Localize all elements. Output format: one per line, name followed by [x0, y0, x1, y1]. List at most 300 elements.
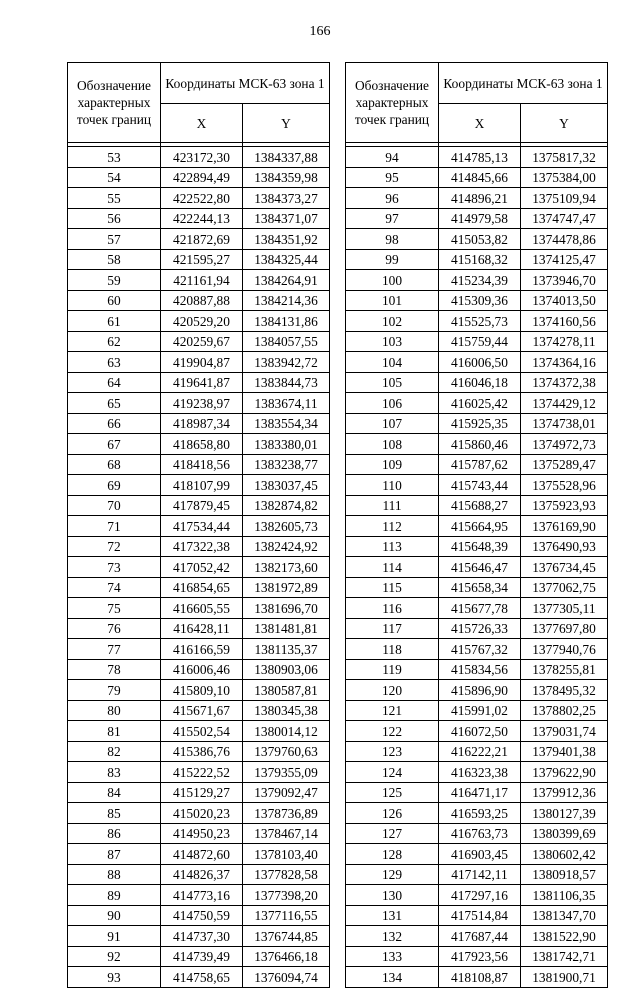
table-row: [68, 167, 330, 188]
x-coordinate-cell: 415386,76: [161, 741, 243, 762]
y-coordinate-cell: 1374738,01: [521, 413, 608, 434]
y-coordinate-cell: 1376169,90: [521, 516, 608, 537]
table-row: [68, 536, 330, 557]
table-row: [346, 782, 608, 803]
point-id-cell: 119: [346, 659, 439, 680]
x-coordinate-cell: 415726,33: [439, 618, 521, 639]
table-row: [68, 290, 330, 311]
x-coordinate-cell: 415688,27: [439, 495, 521, 516]
point-id-cell: 124: [346, 762, 439, 783]
point-id-cell: 102: [346, 311, 439, 332]
x-coordinate-cell: 416323,38: [439, 762, 521, 783]
x-coordinate-cell: 416166,59: [161, 639, 243, 660]
x-coordinate-cell: 415658,34: [439, 577, 521, 598]
table-row: [346, 598, 608, 619]
table-row: [68, 639, 330, 660]
table-row: [68, 393, 330, 414]
table-row: [346, 372, 608, 393]
point-id-cell: 128: [346, 844, 439, 865]
table-row: [346, 270, 608, 291]
table-row: [68, 762, 330, 783]
point-id-cell: 62: [68, 331, 161, 352]
x-coordinate-cell: 414750,59: [161, 905, 243, 926]
point-id-cell: 107: [346, 413, 439, 434]
y-coordinate-cell: 1379092,47: [243, 782, 330, 803]
point-id-cell: 75: [68, 598, 161, 619]
point-id-cell: 117: [346, 618, 439, 639]
table-row: [68, 926, 330, 947]
table-row: [68, 946, 330, 967]
coords-header: Координаты МСК-63 зона 1: [161, 63, 330, 104]
y-coordinate-cell: 1379031,74: [521, 721, 608, 742]
y-coordinate-cell: 1383037,45: [243, 475, 330, 496]
x-coordinate-cell: 415234,39: [439, 270, 521, 291]
table-row: [68, 413, 330, 434]
point-id-cell: 67: [68, 434, 161, 455]
point-id-cell: 80: [68, 700, 161, 721]
point-id-cell: 96: [346, 188, 439, 209]
point-id-cell: 70: [68, 495, 161, 516]
x-coordinate-cell: 418658,80: [161, 434, 243, 455]
table-row: [68, 823, 330, 844]
table-row: [346, 680, 608, 701]
table-row: [346, 946, 608, 967]
point-id-cell: 122: [346, 721, 439, 742]
x-coordinate-cell: 421595,27: [161, 249, 243, 270]
y-coordinate-cell: 1382605,73: [243, 516, 330, 537]
coordinates-table-left: [67, 62, 330, 988]
point-id-cell: 53: [68, 147, 161, 168]
point-id-cell: 114: [346, 557, 439, 578]
point-id-cell: 93: [68, 967, 161, 988]
point-id-cell: 89: [68, 885, 161, 906]
table-row: [346, 475, 608, 496]
y-coordinate-cell: 1384371,07: [243, 208, 330, 229]
table-row: [346, 639, 608, 660]
y-coordinate-cell: 1383942,72: [243, 352, 330, 373]
x-coordinate-cell: 417687,44: [439, 926, 521, 947]
table-row: [346, 516, 608, 537]
table-row: [68, 577, 330, 598]
y-coordinate-cell: 1384337,88: [243, 147, 330, 168]
y-coordinate-cell: 1381522,90: [521, 926, 608, 947]
y-coordinate-cell: 1373946,70: [521, 270, 608, 291]
x-coordinate-cell: 414872,60: [161, 844, 243, 865]
x-coordinate-cell: 416046,18: [439, 372, 521, 393]
x-coordinate-cell: 417879,45: [161, 495, 243, 516]
table-row: [68, 680, 330, 701]
x-coordinate-cell: 416605,55: [161, 598, 243, 619]
point-id-cell: 97: [346, 208, 439, 229]
table-row: [68, 331, 330, 352]
y-coordinate-cell: 1378495,32: [521, 680, 608, 701]
y-column-header: Y: [521, 104, 608, 143]
y-coordinate-cell: 1374747,47: [521, 208, 608, 229]
y-column-header: Y: [243, 104, 330, 143]
y-coordinate-cell: 1380602,42: [521, 844, 608, 865]
point-id-cell: 92: [68, 946, 161, 967]
x-coordinate-cell: 415502,54: [161, 721, 243, 742]
point-id-cell: 100: [346, 270, 439, 291]
x-coordinate-cell: 415834,56: [439, 659, 521, 680]
point-id-cell: 108: [346, 434, 439, 455]
point-id-cell: 64: [68, 372, 161, 393]
point-id-cell: 95: [346, 167, 439, 188]
y-coordinate-cell: 1375528,96: [521, 475, 608, 496]
x-coordinate-cell: 418108,87: [439, 967, 521, 988]
x-coordinate-cell: 416763,73: [439, 823, 521, 844]
point-id-cell: 110: [346, 475, 439, 496]
y-coordinate-cell: 1374364,16: [521, 352, 608, 373]
table-row: [346, 823, 608, 844]
table-row: [346, 618, 608, 639]
table-row: [68, 782, 330, 803]
point-id-cell: 56: [68, 208, 161, 229]
table-row: [346, 803, 608, 824]
x-coordinate-cell: 416025,42: [439, 393, 521, 414]
y-coordinate-cell: 1374013,50: [521, 290, 608, 311]
x-coordinate-cell: 414773,16: [161, 885, 243, 906]
table-row: [346, 208, 608, 229]
y-coordinate-cell: 1381972,89: [243, 577, 330, 598]
y-coordinate-cell: 1376490,93: [521, 536, 608, 557]
y-coordinate-cell: 1379355,09: [243, 762, 330, 783]
y-coordinate-cell: 1384131,86: [243, 311, 330, 332]
x-coordinate-cell: 417514,84: [439, 905, 521, 926]
point-id-cell: 58: [68, 249, 161, 270]
y-coordinate-cell: 1384214,36: [243, 290, 330, 311]
x-coordinate-cell: 415759,44: [439, 331, 521, 352]
y-coordinate-cell: 1375109,94: [521, 188, 608, 209]
point-id-cell: 94: [346, 147, 439, 168]
x-coordinate-cell: 415860,46: [439, 434, 521, 455]
y-coordinate-cell: 1375817,32: [521, 147, 608, 168]
table-row: [68, 659, 330, 680]
x-coordinate-cell: 415020,23: [161, 803, 243, 824]
y-coordinate-cell: 1383674,11: [243, 393, 330, 414]
y-coordinate-cell: 1380345,38: [243, 700, 330, 721]
point-id-cell: 77: [68, 639, 161, 660]
point-id-cell: 120: [346, 680, 439, 701]
y-coordinate-cell: 1375289,47: [521, 454, 608, 475]
x-coordinate-cell: 418107,99: [161, 475, 243, 496]
table-row: [68, 864, 330, 885]
y-coordinate-cell: 1374278,11: [521, 331, 608, 352]
y-coordinate-cell: 1384359,98: [243, 167, 330, 188]
point-id-cell: 69: [68, 475, 161, 496]
y-coordinate-cell: 1382424,92: [243, 536, 330, 557]
table-row: [346, 885, 608, 906]
y-coordinate-cell: 1381347,70: [521, 905, 608, 926]
table-row: [346, 331, 608, 352]
x-coordinate-cell: 415309,36: [439, 290, 521, 311]
x-coordinate-cell: 419238,97: [161, 393, 243, 414]
x-coordinate-cell: 417534,44: [161, 516, 243, 537]
x-coordinate-cell: 414785,13: [439, 147, 521, 168]
x-coordinate-cell: 414739,49: [161, 946, 243, 967]
x-coordinate-cell: 416006,46: [161, 659, 243, 680]
point-id-cell: 134: [346, 967, 439, 988]
table-row: [68, 557, 330, 578]
y-coordinate-cell: 1377305,11: [521, 598, 608, 619]
y-coordinate-cell: 1379760,63: [243, 741, 330, 762]
table-row: [68, 844, 330, 865]
y-coordinate-cell: 1374478,86: [521, 229, 608, 250]
table-row: [346, 905, 608, 926]
point-id-cell: 129: [346, 864, 439, 885]
x-coordinate-cell: 418418,56: [161, 454, 243, 475]
y-coordinate-cell: 1380127,39: [521, 803, 608, 824]
table-row: [68, 475, 330, 496]
table-row: [68, 434, 330, 455]
table-row: [346, 700, 608, 721]
x-column-header: X: [439, 104, 521, 143]
x-coordinate-cell: 416471,17: [439, 782, 521, 803]
table-row: [346, 352, 608, 373]
point-id-cell: 63: [68, 352, 161, 373]
y-coordinate-cell: 1383380,01: [243, 434, 330, 455]
point-id-cell: 84: [68, 782, 161, 803]
y-coordinate-cell: 1381481,81: [243, 618, 330, 639]
x-coordinate-cell: 414845,66: [439, 167, 521, 188]
y-coordinate-cell: 1378467,14: [243, 823, 330, 844]
table-row: [68, 967, 330, 988]
y-coordinate-cell: 1380014,12: [243, 721, 330, 742]
point-id-cell: 111: [346, 495, 439, 516]
x-coordinate-cell: 418987,34: [161, 413, 243, 434]
x-coordinate-cell: 419641,87: [161, 372, 243, 393]
point-id-cell: 103: [346, 331, 439, 352]
x-coordinate-cell: 415809,10: [161, 680, 243, 701]
y-coordinate-cell: 1375384,00: [521, 167, 608, 188]
table-row: [68, 352, 330, 373]
y-coordinate-cell: 1376094,74: [243, 967, 330, 988]
table-row: [346, 311, 608, 332]
x-coordinate-cell: 414950,23: [161, 823, 243, 844]
point-id-cell: 105: [346, 372, 439, 393]
x-coordinate-cell: 415767,32: [439, 639, 521, 660]
y-coordinate-cell: 1381696,70: [243, 598, 330, 619]
x-coordinate-cell: 417297,16: [439, 885, 521, 906]
point-id-cell: 88: [68, 864, 161, 885]
x-coordinate-cell: 415743,44: [439, 475, 521, 496]
x-coordinate-cell: 415671,67: [161, 700, 243, 721]
point-id-cell: 90: [68, 905, 161, 926]
y-coordinate-cell: 1378103,40: [243, 844, 330, 865]
x-coordinate-cell: 420529,20: [161, 311, 243, 332]
x-coordinate-cell: 415787,62: [439, 454, 521, 475]
table-row: [68, 905, 330, 926]
x-coordinate-cell: 415648,39: [439, 536, 521, 557]
table-row: [68, 516, 330, 537]
table-row: [346, 741, 608, 762]
point-id-cell: 132: [346, 926, 439, 947]
y-coordinate-cell: 1376744,85: [243, 926, 330, 947]
y-coordinate-cell: 1383238,77: [243, 454, 330, 475]
y-coordinate-cell: 1376466,18: [243, 946, 330, 967]
table-row: [68, 147, 330, 168]
table-row: [346, 844, 608, 865]
point-id-cell: 99: [346, 249, 439, 270]
y-coordinate-cell: 1381135,37: [243, 639, 330, 660]
point-id-cell: 65: [68, 393, 161, 414]
table-row: [346, 393, 608, 414]
table-row: [68, 721, 330, 742]
point-id-cell: 60: [68, 290, 161, 311]
table-row: [68, 270, 330, 291]
x-coordinate-cell: 423172,30: [161, 147, 243, 168]
point-id-cell: 116: [346, 598, 439, 619]
y-coordinate-cell: 1377398,20: [243, 885, 330, 906]
y-coordinate-cell: 1379622,90: [521, 762, 608, 783]
point-id-cell: 83: [68, 762, 161, 783]
x-coordinate-cell: 419904,87: [161, 352, 243, 373]
y-coordinate-cell: 1377116,55: [243, 905, 330, 926]
point-id-cell: 125: [346, 782, 439, 803]
point-id-cell: 112: [346, 516, 439, 537]
point-id-cell: 109: [346, 454, 439, 475]
point-id-cell: 126: [346, 803, 439, 824]
table-row: [68, 229, 330, 250]
table-row: [346, 721, 608, 742]
designation-header: Обозначение характерных точек границ: [68, 63, 161, 143]
y-coordinate-cell: 1379912,36: [521, 782, 608, 803]
table-row: [346, 290, 608, 311]
y-coordinate-cell: 1377697,80: [521, 618, 608, 639]
point-id-cell: 76: [68, 618, 161, 639]
y-coordinate-cell: 1383554,34: [243, 413, 330, 434]
table-row: [346, 454, 608, 475]
point-id-cell: 113: [346, 536, 439, 557]
x-coordinate-cell: 415664,95: [439, 516, 521, 537]
table-row: [346, 536, 608, 557]
table-row: [346, 762, 608, 783]
point-id-cell: 91: [68, 926, 161, 947]
y-coordinate-cell: 1378736,89: [243, 803, 330, 824]
x-coordinate-cell: 415896,90: [439, 680, 521, 701]
table-row: [68, 311, 330, 332]
point-id-cell: 104: [346, 352, 439, 373]
x-coordinate-cell: 414979,58: [439, 208, 521, 229]
y-coordinate-cell: 1375923,93: [521, 495, 608, 516]
point-id-cell: 55: [68, 188, 161, 209]
y-coordinate-cell: 1374125,47: [521, 249, 608, 270]
table-row: [68, 618, 330, 639]
x-coordinate-cell: 417322,38: [161, 536, 243, 557]
point-id-cell: 81: [68, 721, 161, 742]
x-coordinate-cell: 414896,21: [439, 188, 521, 209]
y-coordinate-cell: 1379401,38: [521, 741, 608, 762]
x-coordinate-cell: 417052,42: [161, 557, 243, 578]
y-coordinate-cell: 1382874,82: [243, 495, 330, 516]
y-coordinate-cell: 1381900,71: [521, 967, 608, 988]
table-row: [68, 741, 330, 762]
x-coordinate-cell: 421872,69: [161, 229, 243, 250]
table-row: [346, 926, 608, 947]
table-row: [346, 495, 608, 516]
point-id-cell: 66: [68, 413, 161, 434]
x-coordinate-cell: 414737,30: [161, 926, 243, 947]
y-coordinate-cell: 1382173,60: [243, 557, 330, 578]
x-coordinate-cell: 420259,67: [161, 331, 243, 352]
point-id-cell: 71: [68, 516, 161, 537]
table-row: [68, 700, 330, 721]
table-row: [346, 434, 608, 455]
x-coordinate-cell: 415646,47: [439, 557, 521, 578]
point-id-cell: 127: [346, 823, 439, 844]
table-row: [346, 967, 608, 988]
x-coordinate-cell: 415222,52: [161, 762, 243, 783]
point-id-cell: 79: [68, 680, 161, 701]
x-coordinate-cell: 415129,27: [161, 782, 243, 803]
point-id-cell: 115: [346, 577, 439, 598]
table-row: [68, 495, 330, 516]
point-id-cell: 72: [68, 536, 161, 557]
x-coordinate-cell: 415925,35: [439, 413, 521, 434]
x-coordinate-cell: 421161,94: [161, 270, 243, 291]
point-id-cell: 133: [346, 946, 439, 967]
table-row: [346, 147, 608, 168]
x-coordinate-cell: 416854,65: [161, 577, 243, 598]
y-coordinate-cell: 1381742,71: [521, 946, 608, 967]
table-row: [68, 454, 330, 475]
y-coordinate-cell: 1384351,92: [243, 229, 330, 250]
point-id-cell: 74: [68, 577, 161, 598]
table-row: [346, 413, 608, 434]
x-coordinate-cell: 420887,88: [161, 290, 243, 311]
point-id-cell: 59: [68, 270, 161, 291]
y-coordinate-cell: 1374429,12: [521, 393, 608, 414]
x-coordinate-cell: 417142,11: [439, 864, 521, 885]
y-coordinate-cell: 1378255,81: [521, 659, 608, 680]
point-id-cell: 106: [346, 393, 439, 414]
point-id-cell: 73: [68, 557, 161, 578]
y-coordinate-cell: 1380399,69: [521, 823, 608, 844]
y-coordinate-cell: 1380903,06: [243, 659, 330, 680]
y-coordinate-cell: 1376734,45: [521, 557, 608, 578]
x-coordinate-cell: 417923,56: [439, 946, 521, 967]
x-coordinate-cell: 416222,21: [439, 741, 521, 762]
point-id-cell: 118: [346, 639, 439, 660]
point-id-cell: 61: [68, 311, 161, 332]
point-id-cell: 123: [346, 741, 439, 762]
point-id-cell: 78: [68, 659, 161, 680]
table-row: [346, 167, 608, 188]
table-row: [346, 557, 608, 578]
table-row: [68, 372, 330, 393]
point-id-cell: 130: [346, 885, 439, 906]
y-coordinate-cell: 1384057,55: [243, 331, 330, 352]
table-row: [346, 659, 608, 680]
coordinates-table-right: [345, 62, 608, 988]
x-coordinate-cell: 415053,82: [439, 229, 521, 250]
table-row: [68, 249, 330, 270]
x-coordinate-cell: 415677,78: [439, 598, 521, 619]
page-number: 166: [309, 24, 331, 39]
y-coordinate-cell: 1374160,56: [521, 311, 608, 332]
table-row: [346, 188, 608, 209]
x-coordinate-cell: 414758,65: [161, 967, 243, 988]
point-id-cell: 82: [68, 741, 161, 762]
y-coordinate-cell: 1381106,35: [521, 885, 608, 906]
x-coordinate-cell: 422894,49: [161, 167, 243, 188]
x-coordinate-cell: 416428,11: [161, 618, 243, 639]
point-id-cell: 57: [68, 229, 161, 250]
designation-header: Обозначение характерных точек границ: [346, 63, 439, 143]
point-id-cell: 131: [346, 905, 439, 926]
x-coordinate-cell: 416593,25: [439, 803, 521, 824]
table-row: [346, 577, 608, 598]
